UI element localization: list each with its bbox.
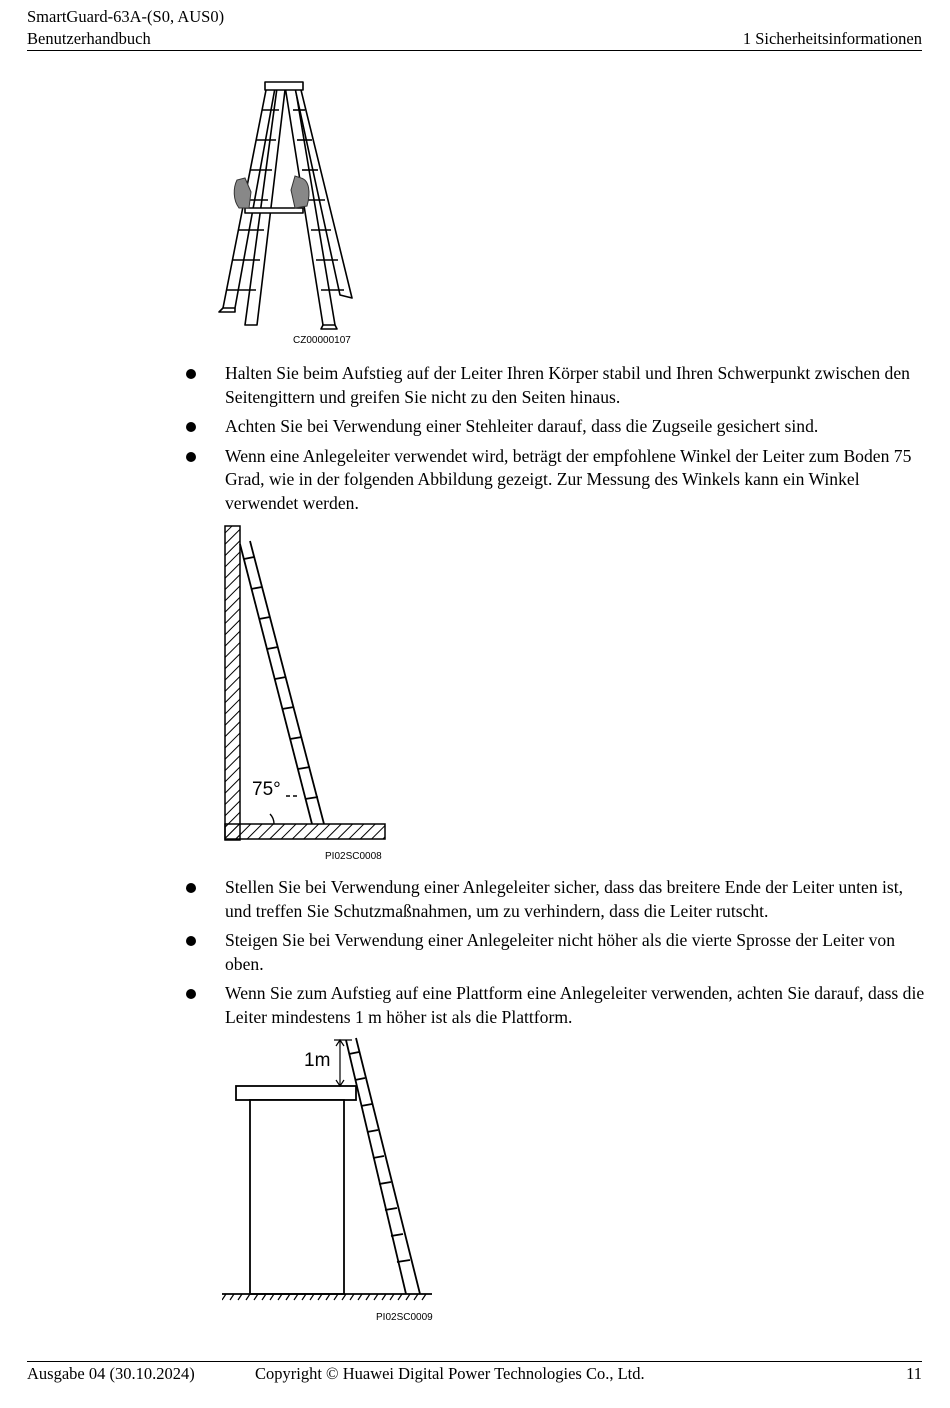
platform-figure-id: PI02SC0009 [376,1312,433,1323]
angle-label: 75° [252,779,281,800]
list-item-text: Halten Sie beim Aufstieg auf der Leiter Ihren Körper stabil und Ihren Schwerpunkt zwischen den Seitengittern und greifen Sie nicht zu den Seiten hinaus. [225,363,910,407]
stepladder-figure [215,80,375,350]
stepladder-figure-id: CZ00000107 [293,335,351,346]
platform-ladder-figure [222,1036,442,1323]
product-name: SmartGuard-63A-(S0, AUS0) [27,7,225,26]
list-item-text: Achten Sie bei Verwendung einer Stehleiter darauf, dass die Zugseile gesichert sind. [225,416,819,436]
document-type: Benutzerhandbuch [27,29,151,48]
ladder-angle-figure-id: PI02SC0008 [325,851,382,862]
bullet-icon [186,422,196,432]
list-item-text: Wenn Sie zum Aufstieg auf eine Plattform eine Anlegeleiter verwenden, achten Sie darauf, dass die Leiter mindestens 1 m höher ist als die Plattform. [225,983,925,1027]
page-number: 11 [906,1364,922,1383]
chapter-title: 1 Sicherheitsinformationen [742,29,922,48]
list-item [186,445,926,516]
platform-ladder-illustration [222,1036,442,1306]
edition-date: Ausgabe 04 (30.10.2024) [27,1364,195,1383]
list-item [186,415,926,439]
bullet-icon [186,452,196,462]
bullet-icon [186,883,196,893]
list-item [186,929,926,976]
list-item-text: Wenn eine Anlegeleiter verwendet wird, beträgt der empfohlene Winkel der Leiter zum Boden 75 Grad, wie in der folgenden Abbildung gezeigt. Zur Messung des Winkels kann ein Winkel verwendet werden. [225,445,912,513]
bullet-icon [186,369,196,379]
copyright-notice: Copyright © Huawei Digital Power Technologies Co., Ltd. [255,1364,645,1383]
stepladder-illustration [215,80,375,350]
list-item [186,362,926,409]
height-label: 1m [304,1050,331,1071]
list-item [186,982,926,1029]
list-item-text: Steigen Sie bei Verwendung einer Anlegeleiter nicht höher als die vierte Sprosse der Leiter von oben. [225,930,895,974]
footer-rule [27,1361,922,1362]
list-item-text: Stellen Sie bei Verwendung einer Anlegeleiter sicher, dass das breitere Ende der Leiter unten ist, und treffen Sie Schutzmaßnahmen, um zu verhindern, dass die Leiter rutscht. [225,877,904,921]
bullet-list-ladder-safety [186,362,926,521]
header-rule [27,50,922,51]
bullet-icon [186,936,196,946]
ladder-angle-illustration [222,524,392,844]
bullet-list-extension-ladder [186,876,926,1035]
bullet-icon [186,989,196,999]
list-item [186,876,926,923]
ladder-angle-figure [222,524,392,862]
